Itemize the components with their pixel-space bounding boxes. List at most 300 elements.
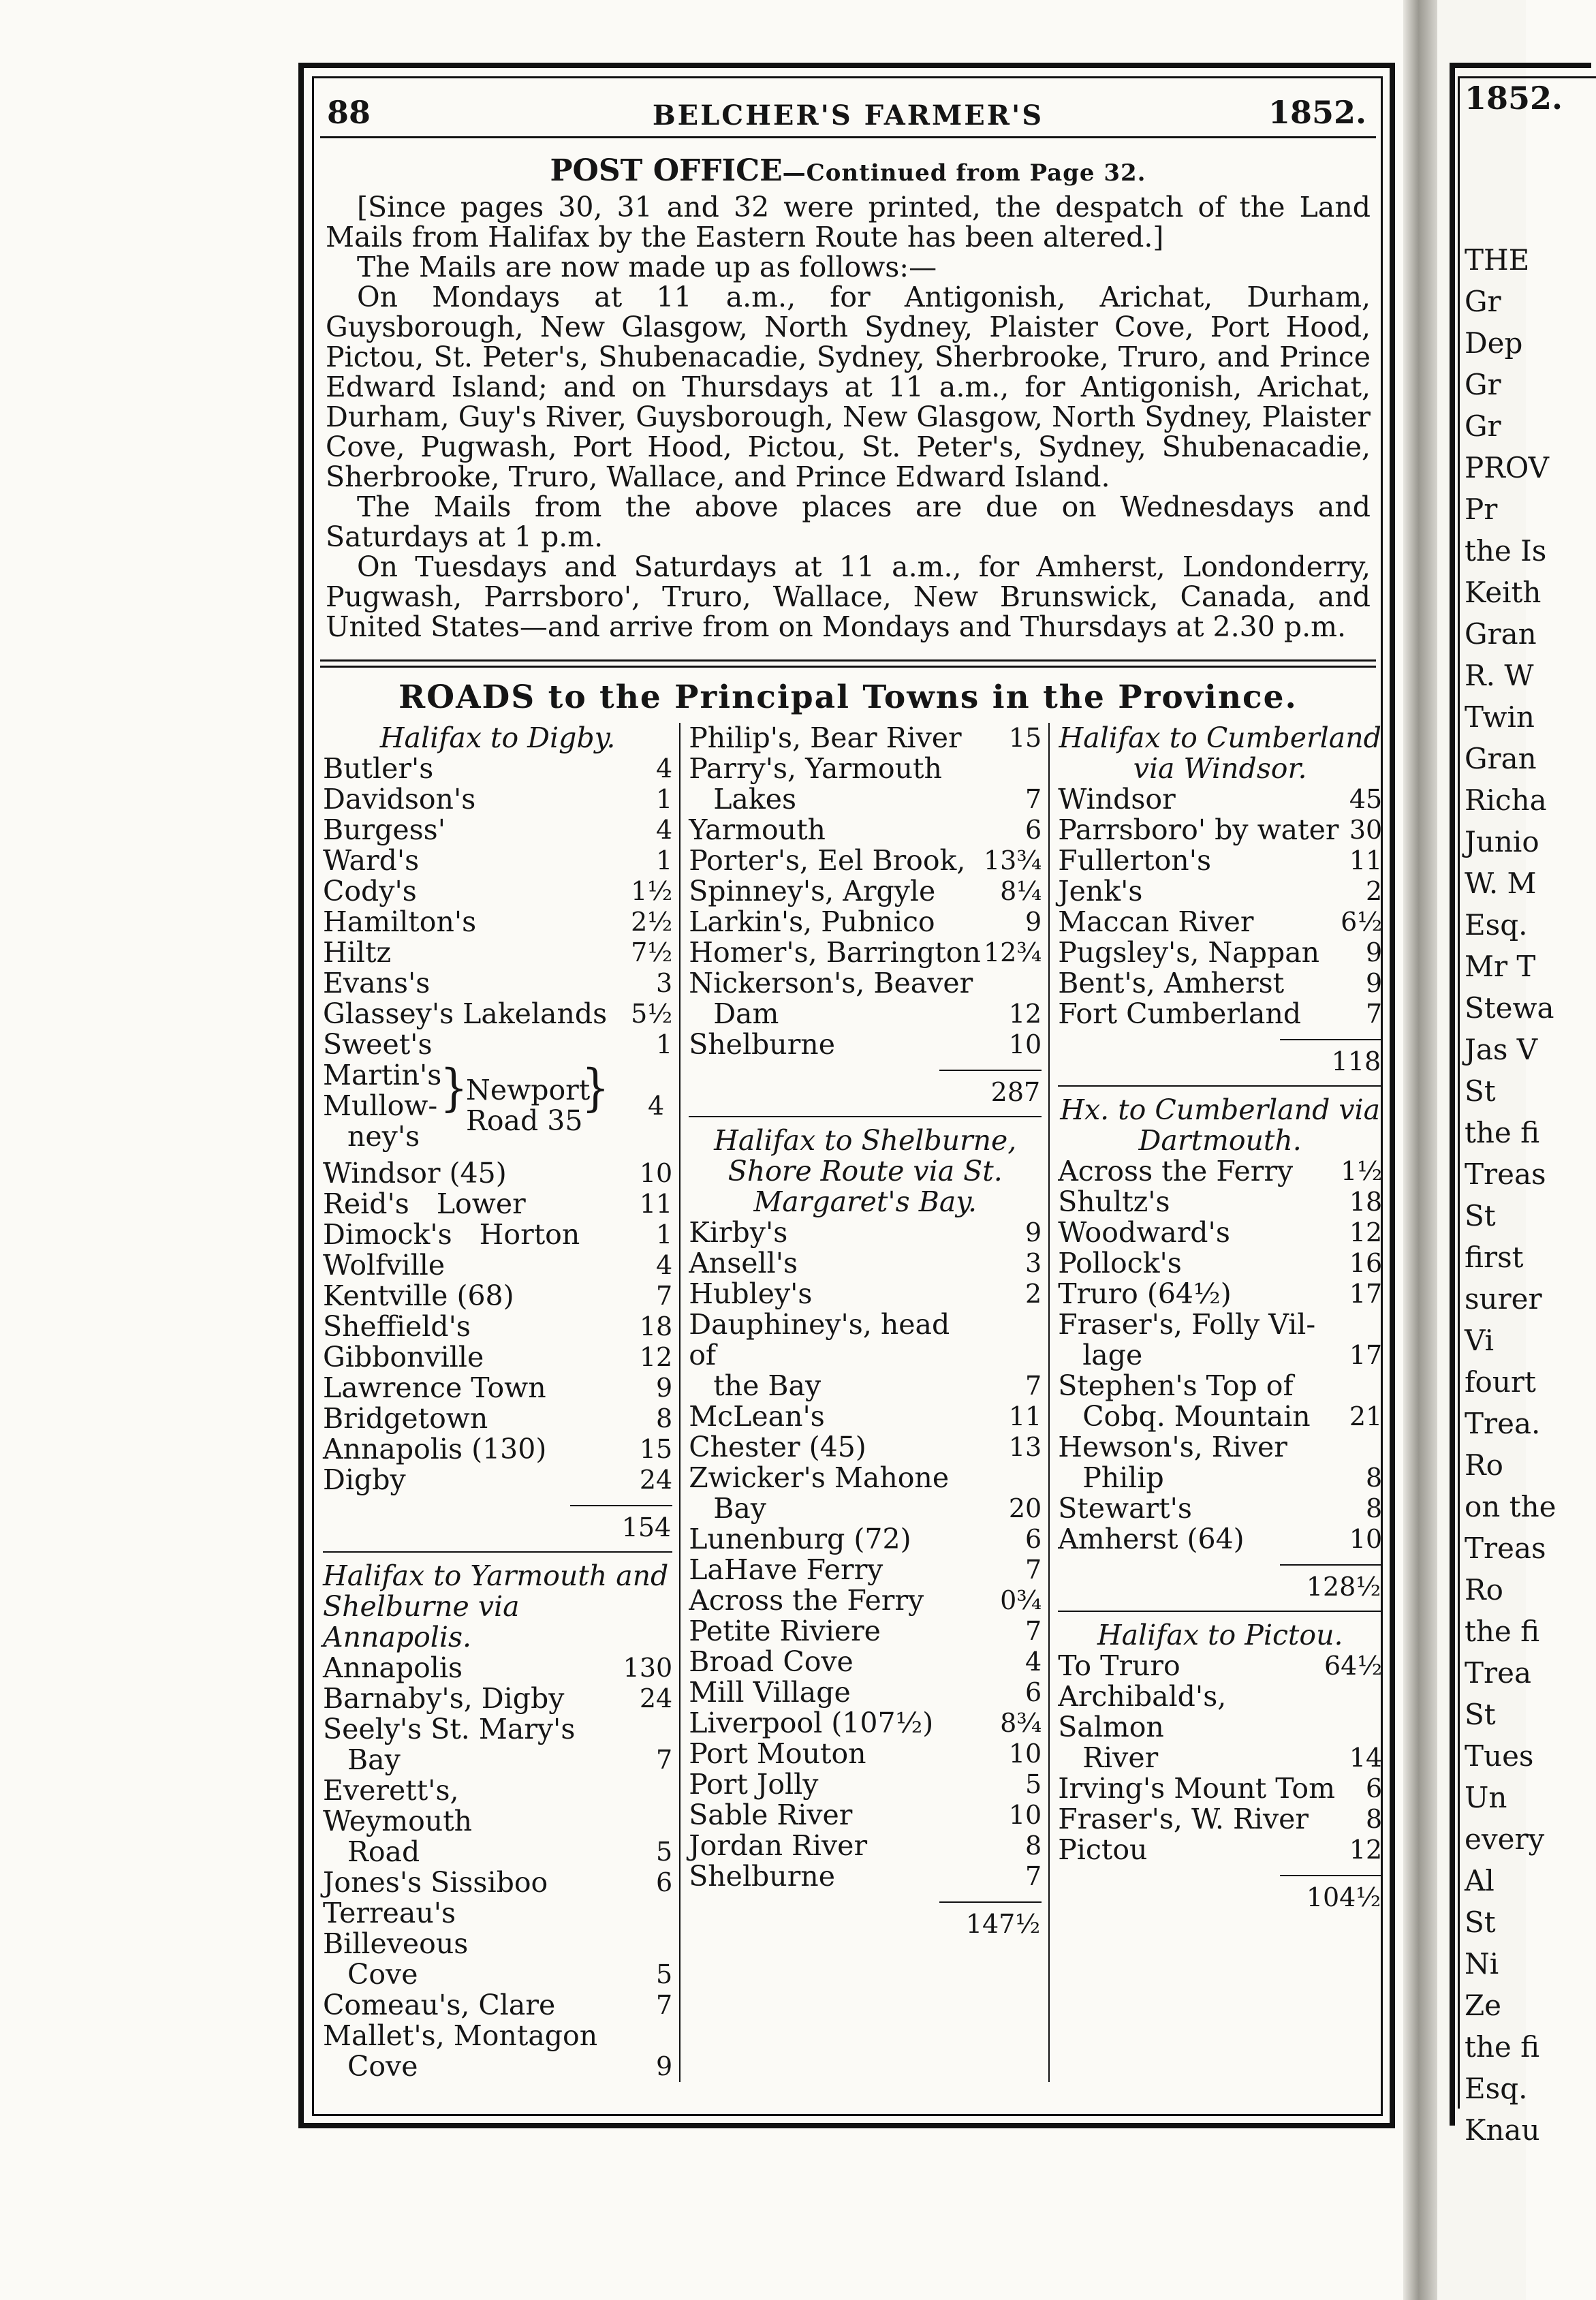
road-entry — [1058, 1524, 1382, 1555]
place-name — [1058, 1493, 1317, 1524]
distance: 11 — [1008, 1401, 1042, 1431]
place-name — [689, 1248, 976, 1279]
distance: 7 — [656, 1745, 673, 1775]
route-list — [323, 1158, 672, 1495]
distance: 4 — [1025, 1647, 1042, 1677]
place-name-continuation: lage — [1082, 1339, 1143, 1371]
post-office-paragraph: On Mondays at 11 a.m., for Antigonish, Arichat, Durham, Guysborough, New Glasgow, North Sydney, Plaister Cove, Port Hood, Pictou, St. Peter's, Shubenacadie, Sydney, Sherbrooke, Truro, and Prince Edward Island; and on Thursdays at 11 a.m., for Antigonish, Arichat, Durham, Guy's River, Guysborough, New Glasgow, North Sydney, Plaister Cove, Pugwash, Port Hood, Pictou, St. Peter's, Sydney, Shubenacadie, Sherbrooke, Truro, Wallace, and Prince Edward Island. — [326, 281, 1371, 493]
distance: 10 — [1008, 1029, 1042, 1059]
place-name — [323, 937, 607, 968]
road-entry — [689, 1831, 1042, 1861]
right-page-line: the fi — [1465, 1116, 1540, 1149]
brace-line: ney's — [347, 1120, 420, 1153]
road-entry — [689, 1739, 1042, 1769]
roads-columns — [320, 721, 1383, 2083]
distance: 9 — [656, 2051, 673, 2081]
distance: 9 — [1366, 937, 1383, 967]
distance: 4 — [656, 815, 673, 845]
place-name-text: Windsor — [1058, 783, 1176, 815]
road-entry — [689, 1432, 1042, 1463]
distance: 1½ — [631, 876, 673, 906]
post-office-paragraph: On Tuesdays and Saturdays at 11 a.m., for Amherst, Londonderry, Pugwash, Parrsboro', Truro, Wallace, New Brunswick, Canada, and United States—and arrive from on Mondays and Thursdays at 2.30 p.m. — [326, 550, 1371, 643]
place-name-text: Porter's, Eel Brook, — [689, 844, 966, 877]
route-list — [1058, 1156, 1382, 1555]
road-entry — [1058, 907, 1382, 937]
place-name-text: Zwicker's Mahone — [689, 1461, 950, 1494]
distance: 10 — [1349, 1524, 1383, 1554]
distance: 2½ — [631, 907, 673, 937]
place-name — [323, 1403, 607, 1434]
distance: 1 — [656, 845, 673, 875]
distance: 7 — [1025, 784, 1042, 814]
route-title: Halifax to Digby. — [379, 721, 616, 754]
road-entry — [323, 1434, 672, 1465]
road-entry — [1058, 1493, 1382, 1524]
page-content — [320, 80, 1383, 2083]
right-page-line: on the — [1465, 1490, 1556, 1523]
brace-line: Martin's — [323, 1059, 442, 1091]
brace-line: Road 35 — [466, 1104, 583, 1137]
distance: 2 — [1366, 876, 1383, 906]
place-name — [689, 1769, 976, 1800]
distance: 12¾ — [984, 937, 1042, 967]
place-name — [1058, 1681, 1317, 1773]
route-separator — [1058, 1085, 1382, 1087]
road-entry — [1058, 1432, 1382, 1493]
place-name — [323, 876, 607, 907]
distance: 9 — [656, 1373, 673, 1403]
place-name-text: Fraser's, W. River — [1058, 1803, 1309, 1835]
right-page-line: R. W — [1465, 659, 1534, 692]
right-page-line: Al — [1465, 1864, 1495, 1897]
place-name-text: Lunenburg (72) — [689, 1523, 911, 1555]
distance: 1½ — [1341, 1156, 1383, 1186]
distance: 8¾ — [1000, 1708, 1042, 1738]
right-page-line: Ni — [1465, 1947, 1499, 1980]
place-name-text: Philip's, Bear River — [689, 721, 962, 754]
right-page-line: Ro — [1465, 1448, 1503, 1482]
place-name-text: Across the Ferry — [689, 1584, 924, 1617]
road-entry — [323, 1219, 672, 1250]
route-title: Halifax to Yarmouth and Shelburne via Annapolis. — [323, 1559, 669, 1653]
place-name-text: Shultz's — [1058, 1185, 1170, 1218]
road-entry — [689, 815, 1042, 845]
road-entry — [323, 784, 672, 815]
road-entry — [689, 1769, 1042, 1800]
road-entry — [323, 753, 672, 784]
distance: 12 — [1008, 999, 1042, 1029]
place-name — [323, 1281, 607, 1311]
road-entry — [689, 1248, 1042, 1279]
right-page-line: Ro — [1465, 1573, 1503, 1606]
place-name-text: Everett's, Weymouth — [323, 1774, 473, 1837]
distance: 21 — [1349, 1401, 1383, 1431]
place-name-text: Davidson's — [323, 783, 476, 815]
place-name-text: Sable River — [689, 1799, 853, 1831]
place-name — [1058, 1279, 1317, 1309]
road-entry — [323, 815, 672, 845]
place-name-text: LaHave Ferry — [689, 1553, 883, 1586]
road-entry — [323, 2021, 672, 2082]
place-note: Lower — [436, 1187, 526, 1220]
place-name-text: Port Mouton — [689, 1737, 866, 1770]
place-name — [689, 1616, 976, 1647]
roads-title: ROADS to the Principal Towns in the Province. — [398, 679, 1298, 716]
road-entry — [689, 907, 1042, 937]
brace-line: Mullow- — [323, 1089, 438, 1122]
place-name-text: Yarmouth — [689, 813, 826, 846]
place-name-text: Fraser's, Folly Vil- — [1058, 1308, 1316, 1341]
place-name — [689, 1585, 976, 1616]
place-name-text: Woodward's — [1058, 1216, 1230, 1249]
distance: 11 — [639, 1189, 673, 1219]
place-name — [1058, 845, 1317, 876]
road-entry — [689, 753, 1042, 815]
place-name — [1058, 784, 1317, 815]
place-name-text: Kirby's — [689, 1216, 788, 1249]
place-name — [323, 1373, 607, 1403]
road-entry — [689, 1677, 1042, 1708]
place-name — [323, 753, 607, 784]
distance: 11 — [1349, 845, 1383, 875]
right-page-line: Trea — [1465, 1656, 1531, 1690]
right-page-line: fourt — [1465, 1365, 1536, 1399]
right-page-line: St — [1465, 1199, 1496, 1232]
distance: 15 — [639, 1434, 673, 1464]
road-entry — [323, 1311, 672, 1342]
route-list — [1058, 784, 1382, 1029]
road-entry — [1058, 1773, 1382, 1804]
distance: 130 — [623, 1653, 673, 1683]
place-name-text: Lawrence Town — [323, 1371, 546, 1404]
road-entry — [1058, 815, 1382, 845]
place-name — [689, 1309, 976, 1401]
place-name — [689, 1279, 976, 1309]
road-entry — [323, 1250, 672, 1281]
road-entry — [323, 907, 672, 937]
place-name — [323, 999, 607, 1029]
road-entry — [323, 1775, 672, 1867]
right-page-line: Jas V — [1465, 1033, 1538, 1066]
route-separator — [1058, 1611, 1382, 1612]
page-number: 88 — [327, 94, 371, 131]
place-name — [689, 1800, 976, 1831]
place-name — [1058, 1524, 1317, 1555]
place-name-text: Wolfville — [323, 1249, 445, 1281]
place-name — [323, 1714, 607, 1775]
place-name — [323, 1867, 607, 1898]
place-name-text: Homer's, Barrington — [689, 936, 981, 969]
road-entry — [323, 1158, 672, 1189]
right-page-line: Mr T — [1465, 950, 1536, 983]
distance: 30 — [1349, 815, 1383, 845]
road-entry — [1058, 1835, 1382, 1865]
right-page-line: Gran — [1465, 742, 1537, 775]
distance: 0¾ — [1000, 1585, 1042, 1615]
brace-group — [323, 1060, 672, 1158]
place-name-text: Hiltz — [323, 936, 392, 969]
distance: 24 — [639, 1683, 673, 1713]
place-name — [1058, 815, 1339, 845]
right-page-line: Twin — [1465, 700, 1535, 734]
place-name — [689, 1555, 976, 1585]
right-page-line: Pr — [1465, 493, 1498, 526]
running-title: BELCHER'S FARMER'S — [652, 99, 1044, 131]
place-name-text: Mallet's, Montagon — [323, 2019, 598, 2052]
place-name-text: Parrsboro' by water — [1058, 813, 1339, 846]
road-entry — [689, 1401, 1042, 1432]
right-page-line: THE — [1465, 243, 1530, 277]
place-name-text: Stewart's — [1058, 1492, 1192, 1525]
road-entry — [1058, 1279, 1382, 1309]
place-name-text: Digby — [323, 1463, 406, 1496]
road-entry — [689, 845, 1042, 876]
distance: 8 — [1366, 1804, 1383, 1834]
place-name-text: Windsor (45) — [323, 1157, 507, 1190]
place-name-text: Bridgetown — [323, 1402, 488, 1435]
total-rule — [939, 1901, 1042, 1903]
place-name — [1058, 1248, 1317, 1279]
distance: 12 — [1349, 1217, 1383, 1247]
section-double-rule — [320, 659, 1376, 668]
place-name-continuation: Philip — [1082, 1461, 1164, 1494]
place-name — [689, 937, 981, 968]
road-entry — [689, 968, 1042, 1029]
place-name — [323, 1311, 607, 1342]
road-entry — [1058, 845, 1382, 876]
road-entry — [323, 1403, 672, 1434]
place-name-text: Stephen's Top of — [1058, 1369, 1294, 1402]
place-name-text: Irving's Mount Tom — [1058, 1772, 1335, 1805]
post-office-paragraph: The Mails are now made up as follows:— — [357, 251, 937, 283]
place-name — [689, 723, 976, 753]
place-name-text: Sheffield's — [323, 1310, 471, 1343]
place-name-text: Maccan River — [1058, 905, 1254, 938]
road-entry — [1058, 784, 1382, 815]
distance: 8 — [1366, 1463, 1383, 1493]
place-name — [323, 1434, 607, 1465]
road-entry — [323, 1990, 672, 2021]
place-name-continuation: the Bay — [713, 1369, 822, 1402]
book-gutter — [1403, 0, 1437, 2300]
distance: 7 — [656, 1990, 673, 2020]
place-name-text: Cody's — [323, 875, 417, 907]
place-name-text: Jones's Sissiboo — [323, 1866, 548, 1899]
distance: 18 — [639, 1311, 673, 1341]
route-list — [323, 753, 672, 1060]
right-page-line: Gr — [1465, 409, 1501, 443]
place-name — [689, 1432, 976, 1463]
right-page-line: Esq. — [1465, 908, 1528, 942]
road-entry — [689, 876, 1042, 907]
place-name — [689, 815, 976, 845]
place-name-text: Larkin's, Pubnico — [689, 905, 935, 938]
right-page-line: Tues — [1465, 1739, 1534, 1773]
place-name-text: Archibald's, Salmon — [1058, 1680, 1227, 1743]
road-entry — [689, 1217, 1042, 1248]
place-note: Horton — [479, 1218, 580, 1251]
header-rule — [320, 136, 1376, 138]
road-entry — [323, 1189, 672, 1219]
road-entry — [1058, 1651, 1382, 1681]
place-name — [1058, 937, 1319, 968]
distance: 17 — [1349, 1340, 1383, 1370]
place-name-text: Annapolis (130) — [323, 1433, 547, 1465]
place-name-continuation: Cobq. Mountain — [1082, 1400, 1311, 1433]
distance: 20 — [1008, 1493, 1042, 1523]
route-total: 147½ — [965, 1909, 1041, 1939]
right-page-line: every — [1465, 1822, 1545, 1856]
place-name — [323, 845, 607, 876]
place-name-text: Bent's, Amherst — [1058, 967, 1285, 999]
distance: 10 — [1008, 1800, 1042, 1830]
road-entry — [689, 1861, 1042, 1892]
place-name — [689, 1463, 976, 1524]
place-name-text: Reid's — [323, 1187, 409, 1220]
place-name — [1058, 1156, 1317, 1187]
road-entry — [323, 1465, 672, 1495]
route-list — [1058, 1651, 1382, 1865]
road-entry — [1058, 1681, 1382, 1773]
place-name-continuation: Cove — [347, 2050, 418, 2083]
right-page-line: St — [1465, 1698, 1496, 1731]
distance: 16 — [1349, 1248, 1383, 1278]
right-page-line: PROV — [1465, 451, 1549, 484]
place-name — [689, 1524, 976, 1555]
place-name-text: Hamilton's — [323, 905, 477, 938]
right-page-line: St — [1465, 1074, 1496, 1108]
distance: 12 — [639, 1342, 673, 1372]
distance: 17 — [1349, 1279, 1383, 1309]
total-rule — [1280, 1564, 1382, 1566]
place-name — [323, 815, 607, 845]
place-name-text: Jenk's — [1058, 875, 1143, 907]
place-name — [1058, 1835, 1317, 1865]
route-separator — [323, 1551, 672, 1553]
route-list — [689, 1217, 1042, 1892]
right-page-line: Knau — [1465, 2113, 1540, 2147]
place-name — [1058, 1432, 1317, 1493]
distance: 12 — [1349, 1835, 1383, 1865]
road-entry — [323, 937, 672, 968]
place-name-text: Pollock's — [1058, 1247, 1182, 1279]
place-name — [689, 1861, 976, 1892]
right-page-line: Esq. — [1465, 2072, 1528, 2105]
distance: 45 — [1349, 784, 1383, 814]
place-name — [323, 1158, 607, 1189]
road-entry — [1058, 1804, 1382, 1835]
road-entry — [689, 1555, 1042, 1585]
place-name-continuation: Dam — [713, 997, 779, 1030]
place-name-text: Terreau's Billeveous — [323, 1897, 469, 1960]
road-entry — [323, 1373, 672, 1403]
place-name — [689, 1739, 976, 1769]
place-name-text: Dauphiney's, head of — [689, 1308, 950, 1371]
place-name-text: Barnaby's, Digby — [323, 1682, 565, 1715]
distance: 7 — [1025, 1616, 1042, 1646]
distance: 13 — [1008, 1432, 1042, 1462]
right-page-line: the fi — [1465, 2030, 1540, 2064]
place-name — [1058, 1804, 1317, 1835]
road-entry — [323, 1653, 672, 1683]
place-name-text: Broad Cove — [689, 1645, 854, 1678]
distance: 7 — [656, 1281, 673, 1311]
place-name — [323, 1342, 607, 1373]
distance: 7 — [1025, 1555, 1042, 1585]
distance: 6½ — [1341, 907, 1383, 937]
place-name-text: Burgess' — [323, 813, 445, 846]
place-name-text: Jordan River — [689, 1829, 868, 1862]
distance: 1 — [656, 784, 673, 814]
left-brace: } — [440, 1059, 468, 1118]
road-entry — [689, 937, 1042, 968]
place-name — [323, 1990, 607, 2021]
post-office-title-suffix: —Continued from Page 32. — [782, 159, 1146, 187]
road-entry — [323, 1281, 672, 1311]
place-name-text: Sweet's — [323, 1028, 433, 1061]
place-name — [323, 1029, 607, 1060]
road-entry — [1058, 968, 1382, 999]
distance: 9 — [1025, 907, 1042, 937]
place-name — [323, 1683, 607, 1714]
route-total: 118 — [1331, 1046, 1381, 1076]
distance: 14 — [1349, 1743, 1383, 1773]
distance: 5 — [656, 1837, 673, 1867]
distance: 3 — [656, 968, 673, 998]
distance: 4 — [656, 1250, 673, 1280]
distance: 4 — [656, 753, 673, 783]
distance: 7½ — [631, 937, 673, 967]
road-entry — [689, 1309, 1042, 1401]
route-total: 287 — [990, 1077, 1041, 1107]
route-title: Halifax to Cumberland via Windsor. — [1059, 721, 1381, 785]
distance: 18 — [1349, 1187, 1383, 1217]
place-name-text: Ansell's — [689, 1247, 798, 1279]
road-entry — [323, 876, 672, 907]
distance: 10 — [639, 1158, 673, 1188]
distance: 3 — [1025, 1248, 1042, 1278]
distance: 8 — [1366, 1493, 1383, 1523]
place-name — [689, 1831, 976, 1861]
route-total: 154 — [621, 1512, 672, 1542]
distance: 9 — [1366, 968, 1383, 998]
right-page-line: Trea. — [1465, 1407, 1541, 1440]
distance: 24 — [639, 1465, 673, 1495]
right-page-line: W. M — [1465, 867, 1537, 900]
brace-distance: 4 — [648, 1091, 665, 1121]
place-name — [689, 876, 976, 907]
road-entry — [689, 1708, 1042, 1739]
right-page-line: Gran — [1465, 617, 1537, 651]
place-name — [323, 2021, 607, 2082]
distance: 8¼ — [1000, 876, 1042, 906]
road-entry — [323, 1683, 672, 1714]
road-entry — [1058, 999, 1382, 1029]
place-name-text: Truro (64½) — [1058, 1277, 1232, 1310]
place-name-text: Comeau's, Clare — [323, 1989, 556, 2021]
right-page-line: the Is — [1465, 534, 1547, 568]
road-entry — [1058, 1248, 1382, 1279]
place-name-text: Annapolis — [323, 1651, 463, 1684]
distance: 6 — [656, 1867, 673, 1897]
road-entry — [323, 999, 672, 1029]
route-total: 104½ — [1306, 1882, 1381, 1912]
place-name-text: Nickerson's, Beaver — [689, 967, 973, 999]
distance: 6 — [1025, 1677, 1042, 1707]
distance: 7 — [1025, 1861, 1042, 1891]
place-name — [1058, 1773, 1335, 1804]
right-page-line: Vi — [1465, 1324, 1495, 1357]
